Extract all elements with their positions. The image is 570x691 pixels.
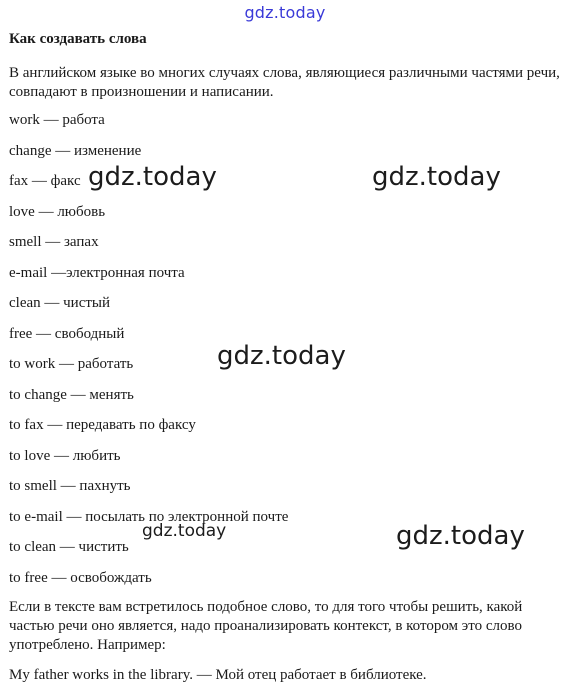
watermark: gdz.today: [396, 521, 525, 551]
vocab-item: to smell — пахнуть: [9, 478, 131, 494]
watermark: gdz.today: [372, 162, 501, 192]
section-title: Как создавать слова: [9, 31, 147, 47]
vocab-item: to change — менять: [9, 386, 134, 403]
vocab-item: to work — работать: [9, 356, 134, 372]
watermark: gdz.today: [217, 341, 346, 371]
example-sentence: My father works in the library. — Мой отец работает в библиотеке.: [9, 667, 427, 683]
vocab-item: free — свободный: [9, 325, 125, 342]
vocab-item: to love — любить: [9, 447, 121, 464]
vocab-item: fax — факс: [9, 173, 81, 189]
vocab-item: smell — запах: [9, 234, 99, 250]
header-watermark: gdz.today: [244, 3, 326, 22]
vocab-item: love — любовь: [9, 203, 106, 220]
vocab-item: to e-mail — посылать по электронной почте: [9, 508, 289, 525]
watermark: gdz.today: [142, 521, 227, 541]
vocab-item: clean — чистый: [9, 295, 111, 311]
outro-paragraph: Если в тексте вам встретилось подобное слово, то для того чтобы решить, какой частью речи оно является, надо проанализировать контекст, в котором это слово употреблено. Например:: [9, 599, 523, 653]
vocab-item: to free — освобождать: [9, 569, 152, 586]
vocab-item: work — работа: [9, 112, 105, 128]
vocab-item: e-mail —электронная почта: [9, 264, 185, 281]
vocab-item: to fax — передавать по факсу: [9, 417, 196, 433]
intro-paragraph: В английском языке во многих случаях слова, являющиеся различными частями речи, совпадают в произношении и написании.: [9, 65, 560, 100]
vocab-item: to clean — чистить: [9, 539, 129, 555]
vocab-item: change — изменение: [9, 142, 142, 159]
watermark: gdz.today: [88, 162, 217, 192]
